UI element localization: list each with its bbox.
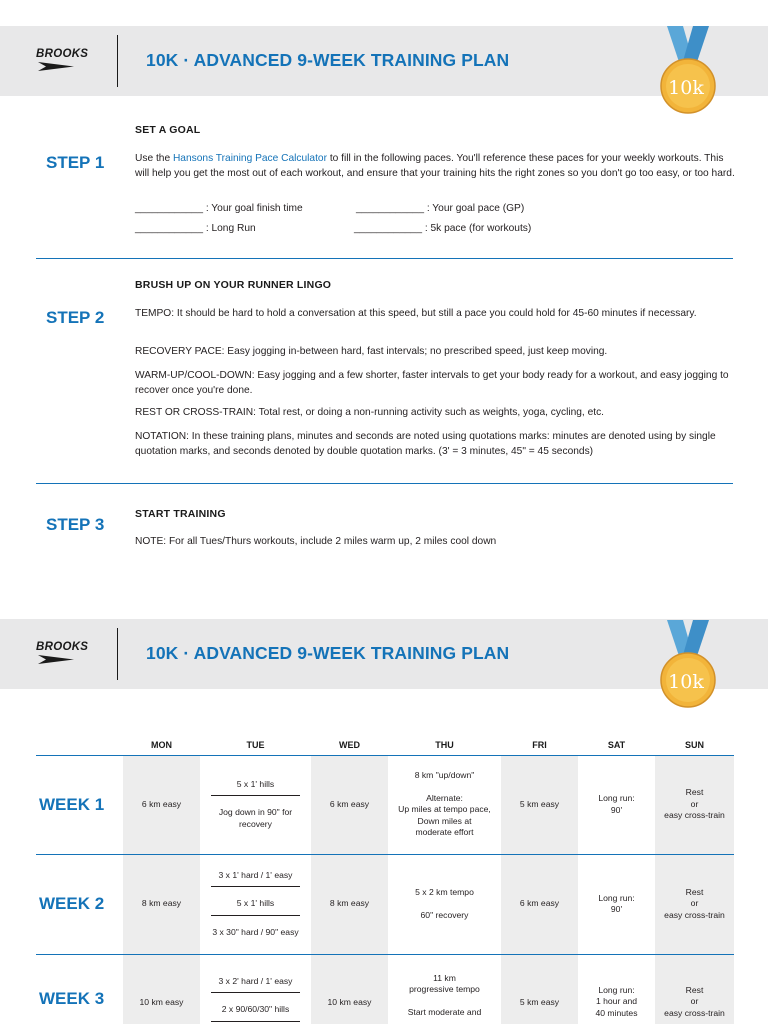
- table-cell: [200, 755, 311, 854]
- workout-line: 40 minutes: [595, 1007, 638, 1018]
- workout-line: 1 hour and: [595, 996, 638, 1006]
- day-header: TUE: [200, 735, 311, 755]
- day-header: FRI: [501, 735, 578, 755]
- step-1-heading: SET A GOAL: [135, 124, 201, 136]
- pace-calculator-link[interactable]: Hansons Training Pace Calculator: [172, 153, 327, 164]
- intro-text-continued: to fill in the following paces. You'll reference these paces for your weekly workouts. This will help you get the most out of each workout, and ensure that your training hits the right zones so you don't go too easy, or too hard.: [135, 153, 735, 179]
- table-cell: [578, 854, 655, 954]
- medal-icon: [653, 618, 723, 714]
- week-label: WEEK 2: [36, 854, 123, 954]
- workout-line: or: [690, 898, 699, 909]
- medal-icon: [653, 24, 723, 120]
- workout-line: easy cross-train: [664, 909, 725, 920]
- workout-line: easy cross-train: [664, 1007, 725, 1018]
- step-1-label: STEP 1: [46, 153, 105, 172]
- table-cell: [388, 854, 501, 954]
- divider: [211, 915, 300, 922]
- divider: [211, 886, 300, 893]
- workout-line: Rest: [685, 984, 704, 995]
- step-1-intro: [135, 152, 735, 181]
- divider: [211, 795, 300, 802]
- lingo-rest-cross-train: REST OR CROSS-TRAIN: Total rest, or doing a non-running activity such as weights, yoga, cycling, etc.: [135, 407, 605, 418]
- brooks-logo: [36, 48, 96, 78]
- workout-line: Alternate:: [426, 792, 463, 803]
- chevron-swoosh-icon: [38, 62, 74, 71]
- goal-field-5k-pace: ____________ : 5k pace (for workouts): [354, 223, 532, 234]
- table-cell: 6 km easy: [123, 755, 200, 854]
- step-2-label: STEP 2: [46, 308, 105, 327]
- workout-line: 11 km: [433, 972, 456, 983]
- divider: [211, 1021, 300, 1024]
- week-label: WEEK 1: [36, 755, 123, 854]
- training-plan-table: [36, 735, 734, 1024]
- table-cell: [578, 755, 655, 854]
- day-header: MON: [123, 735, 200, 755]
- workout-line: moderate effort: [415, 827, 474, 838]
- goal-field-long-run: ____________ : Long Run: [135, 223, 256, 234]
- lingo-notation: NOTATION: In these training plans, minutes and seconds are noted using quotations marks: minutes are denoted using by single quotation marks, and seconds denoted by double quotation marks. (3' = 3 minutes, 45" = 45 seconds): [135, 431, 716, 457]
- workout-line: 3 x 30" hard / 90" easy: [212, 926, 299, 937]
- step-3-heading: START TRAINING: [135, 508, 226, 520]
- step-2-heading: BRUSH UP ON YOUR RUNNER LINGO: [135, 279, 332, 291]
- table-cell: 10 km easy: [123, 954, 200, 1024]
- lingo-tempo: TEMPO: It should be hard to hold a conversation at this speed, but still a pace you could hold for 45-60 minutes if necessary.: [135, 308, 697, 319]
- workout-line: 90': [610, 904, 623, 914]
- table-cell: 8 km easy: [123, 854, 200, 954]
- brand-name: BROOKS: [36, 48, 89, 60]
- lingo-warm-up-cool-down: WARM-UP/COOL-DOWN: Easy jogging and a few shorter, faster intervals to get your body ready for a workout, and easy jogging to recover once you're done.: [135, 370, 729, 396]
- lingo-recovery-pace: RECOVERY PACE: Easy jogging in-between hard, fast intervals; no prescribed speed, just keep moving.: [135, 346, 608, 357]
- table-cell: 6 km easy: [311, 755, 388, 854]
- workout-line: Up miles at tempo pace,: [398, 804, 491, 815]
- svg-text:10k: 10k: [668, 671, 704, 693]
- table-cell: 8 km easy: [311, 854, 388, 954]
- table-cell: 10 km easy: [311, 954, 388, 1024]
- section-divider: [36, 258, 733, 259]
- week-column-header: [36, 735, 123, 755]
- brooks-logo: [36, 641, 96, 671]
- workout-line: easy cross-train: [664, 810, 725, 821]
- workout-line: 5 x 2 km tempo: [415, 887, 474, 897]
- day-header: SAT: [578, 735, 655, 755]
- table-cell: [388, 954, 501, 1024]
- svg-text:10k: 10k: [668, 77, 704, 99]
- table-cell: 5 km easy: [501, 954, 578, 1024]
- goal-field-finish-time: ____________ : Your goal finish time: [135, 203, 303, 214]
- table-cell: [200, 854, 311, 954]
- chevron-swoosh-icon: [38, 655, 74, 664]
- table-cell: [388, 755, 501, 854]
- workout-line: 60" recovery: [420, 909, 469, 920]
- table-cell: [655, 954, 734, 1024]
- header-divider: [117, 628, 118, 680]
- workout-line: Start moderate and: [407, 1006, 482, 1017]
- table-header-row: [36, 735, 734, 755]
- section-divider: [36, 483, 733, 484]
- table-row: [36, 954, 734, 1024]
- workout-line: Long run:: [598, 793, 635, 803]
- table-cell: 6 km easy: [501, 854, 578, 954]
- page-title: 10K · ADVANCED 9-WEEK TRAINING PLAN: [146, 50, 510, 70]
- workout-line: 90': [610, 804, 623, 815]
- table-cell: [655, 854, 734, 954]
- table-cell: 5 km easy: [501, 755, 578, 854]
- workout-line: Long run:: [598, 892, 635, 903]
- workout-line: Jog down in 90" for recovery: [218, 807, 293, 829]
- workout-line: Long run:: [598, 984, 635, 995]
- workout-line: progressive tempo: [409, 984, 480, 994]
- brand-name: BROOKS: [36, 641, 89, 653]
- table-row: [36, 854, 734, 954]
- table-cell: [655, 755, 734, 854]
- workout-line: Rest: [685, 886, 704, 897]
- workout-line: or: [690, 996, 699, 1006]
- workout-line: 3 x 1' hard / 1' easy: [218, 869, 293, 880]
- table-row: [36, 755, 734, 854]
- workout-line: Down miles at: [417, 815, 472, 826]
- header-divider: [117, 35, 118, 87]
- workout-line: 3 x 2' hard / 1' easy: [218, 975, 293, 986]
- workout-line: 5 x 1' hills: [236, 898, 275, 909]
- step-3-label: STEP 3: [46, 515, 105, 534]
- table-cell: [200, 954, 311, 1024]
- day-header: WED: [311, 735, 388, 755]
- page-title: 10K · ADVANCED 9-WEEK TRAINING PLAN: [146, 643, 510, 663]
- day-header: SUN: [655, 735, 734, 755]
- workout-line: 2 x 90/60/30" hills: [221, 1004, 290, 1014]
- table-cell: [578, 954, 655, 1024]
- workout-line: or: [690, 798, 699, 809]
- workout-line: 5 x 1' hills: [236, 778, 275, 789]
- divider: [211, 992, 300, 999]
- week-label: WEEK 3: [36, 954, 123, 1024]
- step-3-note: NOTE: For all Tues/Thurs workouts, include 2 miles warm up, 2 miles cool down: [135, 536, 497, 547]
- day-header: THU: [388, 735, 501, 755]
- workout-line: Rest: [685, 787, 704, 798]
- workout-line: 8 km "up/down": [414, 770, 475, 781]
- goal-field-goal-pace: ____________ : Your goal pace (GP): [356, 203, 525, 214]
- intro-text: Use the: [135, 153, 173, 164]
